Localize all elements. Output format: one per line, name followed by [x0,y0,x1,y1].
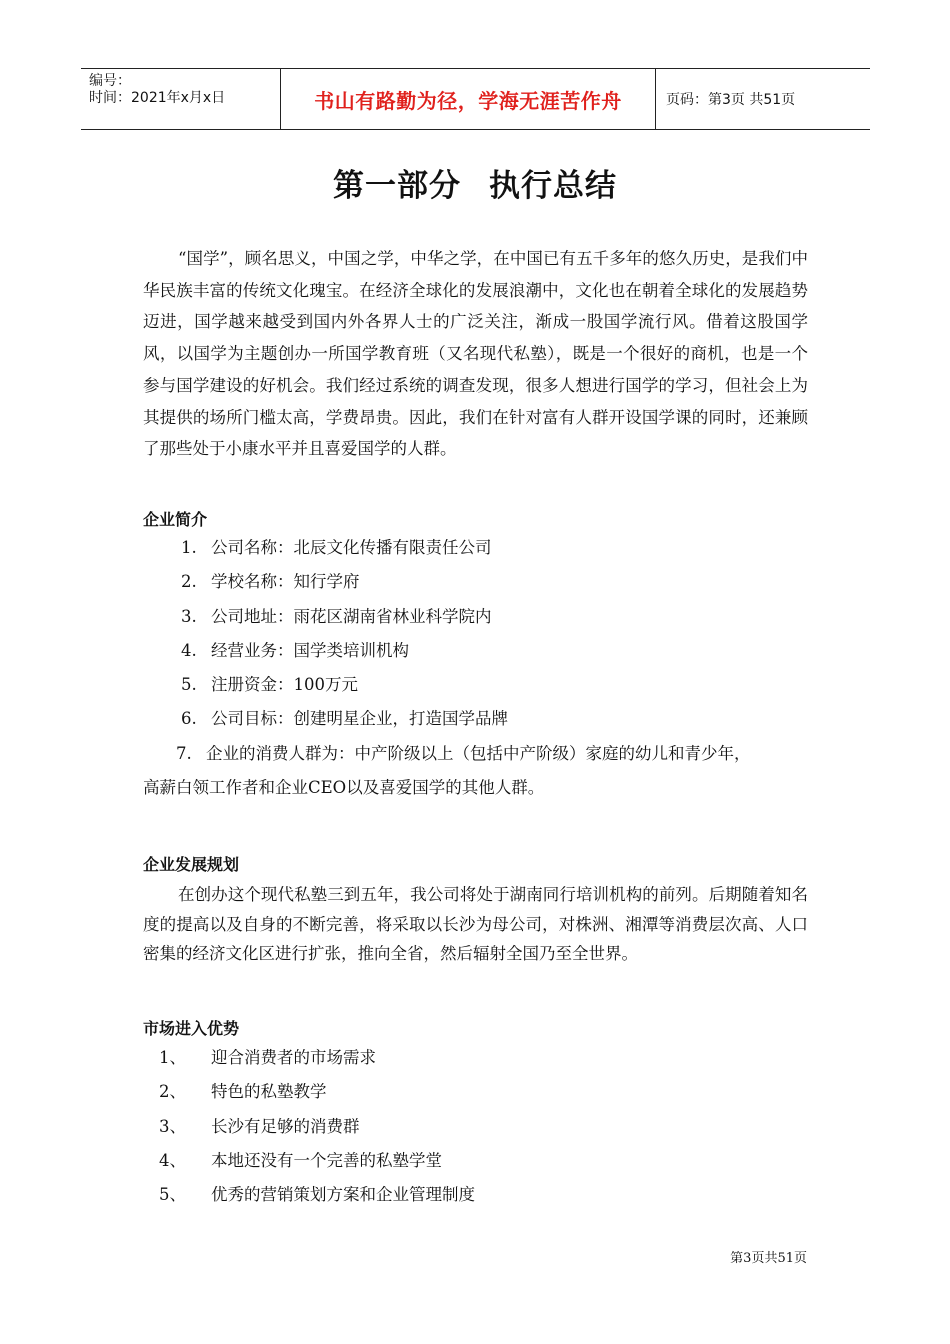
item-number: 3、 [159,1116,186,1136]
item-number: 1. [181,538,197,557]
item-text: 特色的私塾教学 [211,1082,327,1102]
page-footer: 第3页共51页 [730,1251,807,1266]
item-text: 优秀的营销策划方案和企业管理制度 [211,1185,475,1205]
item-text: 学校名称：知行学府 [211,572,360,592]
item-text-continued: 高薪白领工作者和企业CEO以及喜爱国学的其他人群。 [143,778,545,798]
advantages-list [143,1041,808,1212]
item-text: 公司名称：北辰文化传播有限责任公司 [211,538,492,557]
list-item [143,1041,808,1075]
item-text: 注册资金：100万元 [211,675,358,695]
header-page-info: 页码：第3页 共51页 [666,92,796,108]
list-item [143,531,808,565]
plan-paragraph: 在创办这个现代私塾三到五年，我公司将处于湖南同行培训机构的前列。后期随着知名度的提高以及自身的不断完善，将采取以长沙为母公司，对株洲、湘潭等消费层次高、人口密集的经济文化区进行扩张，推向全省，然后辐射全国乃至全世界。 [143,885,808,963]
item-number: 5、 [159,1185,186,1205]
company-list [143,531,808,805]
list-item [143,1144,808,1178]
title-part: 第一部分 [333,168,461,204]
item-text: 公司目标：创建明星企业，打造国学品牌 [211,709,508,729]
item-number: 2、 [159,1082,186,1102]
item-text: 企业的消费人群为：中产阶级以上（包括中产阶级）家庭的幼儿和青少年， [206,743,751,763]
item-text: 迎合消费者的市场需求 [211,1048,376,1067]
item-text: 公司地址：雨花区湖南省林业科学院内 [211,606,492,626]
item-number: 5. [181,675,197,695]
header-motto: 书山有路勤为径，学海无涯苦作舟 [281,69,656,129]
item-text: 本地还没有一个完善的私塾学堂 [211,1150,442,1170]
list-item [143,1110,808,1144]
list-item [143,702,808,736]
page-title [0,160,950,205]
list-item [143,668,808,702]
list-item [143,600,808,634]
item-number: 4、 [159,1150,186,1170]
list-item [143,737,808,806]
header-meta [81,69,281,129]
number-label: 编号： [89,73,131,89]
item-number: 7. [176,743,192,763]
item-text: 经营业务：国学类培训机构 [211,640,409,660]
company-heading: 企业简介 [143,510,208,529]
item-number: 3. [181,606,197,626]
item-number: 1、 [159,1048,186,1067]
advantages-heading: 市场进入优势 [143,1019,240,1038]
plan-heading: 企业发展规划 [143,855,240,874]
list-item [143,1075,808,1109]
page-header [81,68,870,130]
title-name: 执行总结 [489,168,617,204]
date-label: 时间：2021年x月x日 [89,90,226,106]
item-number: 4. [181,640,197,660]
item-text: 长沙有足够的消费群 [211,1116,360,1136]
list-item [143,565,808,599]
item-number: 2. [181,572,197,592]
item-number: 6. [181,709,197,729]
list-item [143,1178,808,1212]
list-item [143,634,808,668]
intro-paragraph: “国学”，顾名思义，中国之学，中华之学，在中国已有五千多年的悠久历史，是我们中华民族丰富的传统文化瑰宝。在经济全球化的发展浪潮中，文化也在朝着全球化的发展趋势迈进，国学越来越受到国内外各界人士的广泛关注，渐成一股国学流行风。借着这股国学风，以国学为主题创办一所国学教育班（又名现代私塾），既是一个很好的商机，也是一个参与国学建设的好机会。我们经过系统的调查发现，很多人想进行国学的学习，但社会上为其提供的场所门槛太高，学费昂贵。因此，我们在针对富有人群开设国学课的同时，还兼顾了那些处于小康水平并且喜爱国学的人群。 [143,249,808,459]
